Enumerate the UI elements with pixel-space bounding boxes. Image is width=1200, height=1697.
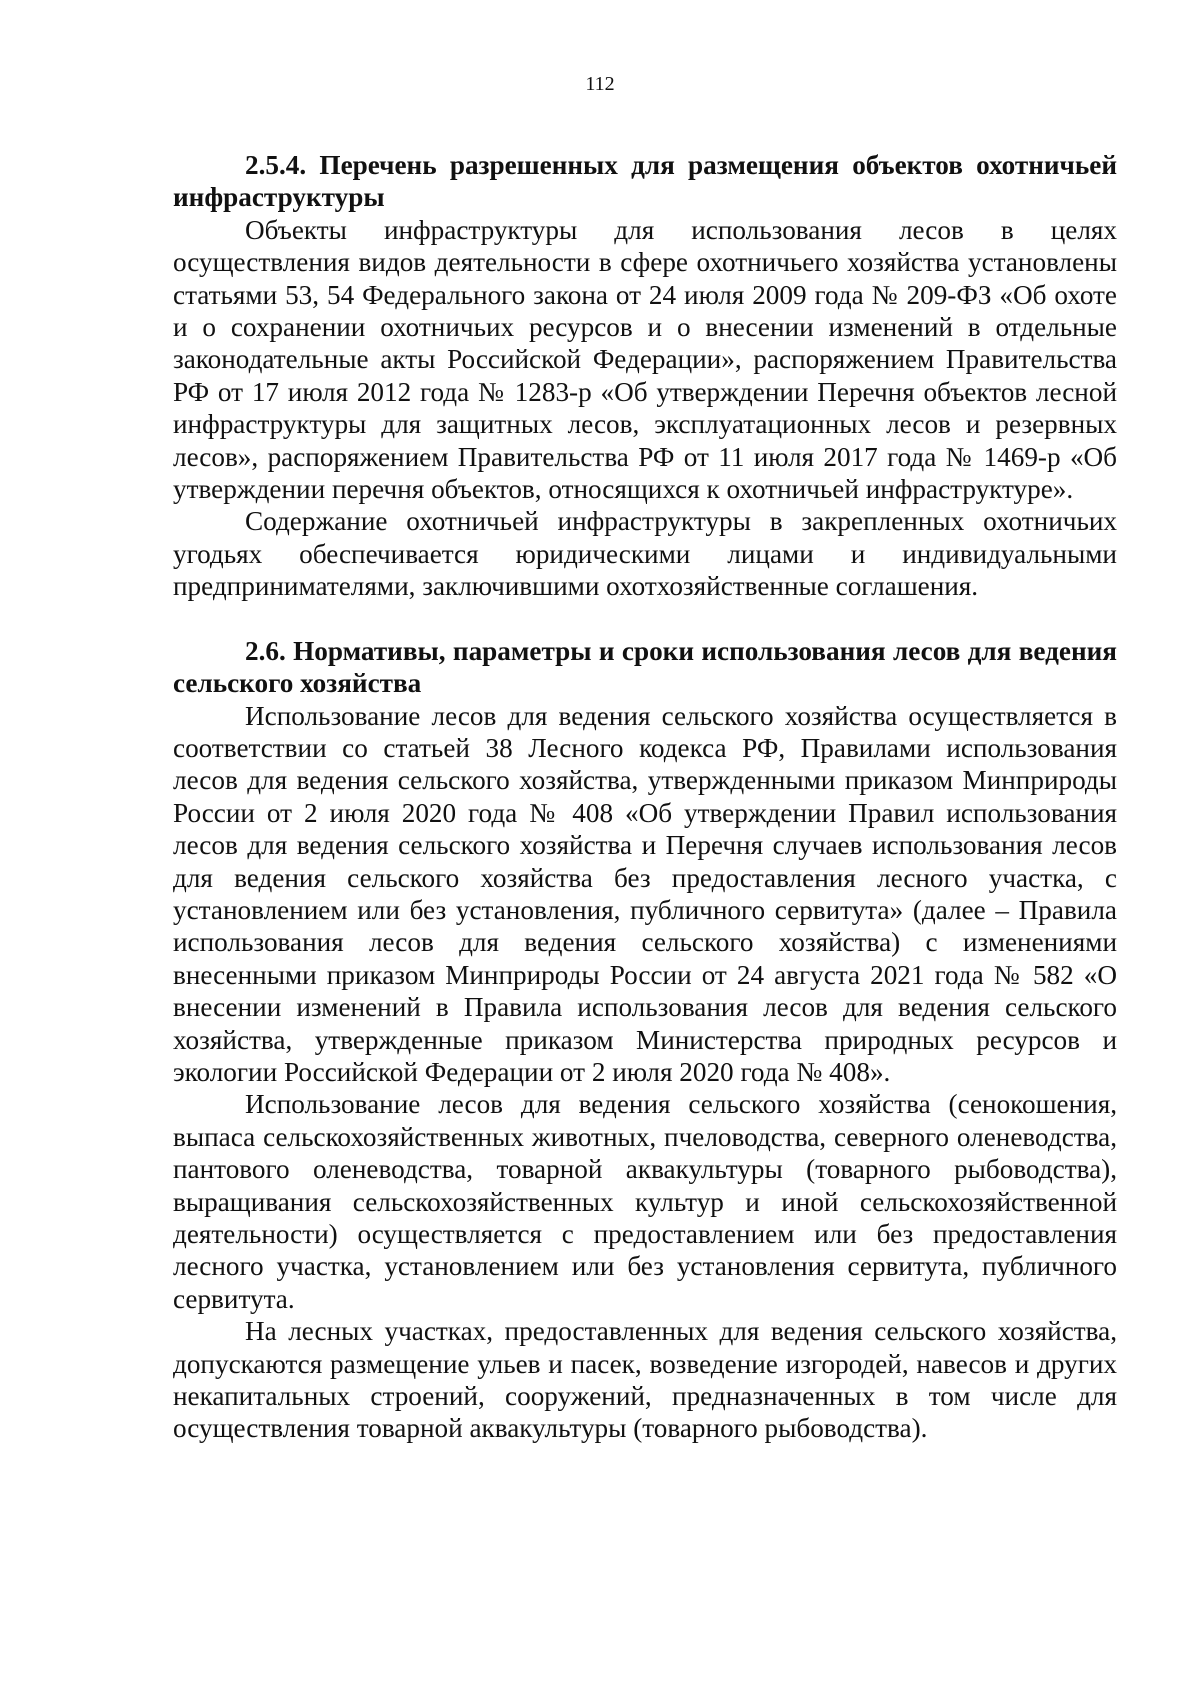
page-content	[173, 149, 1117, 1445]
paragraph: Содержание охотничьей инфраструктуры в закрепленных охотничьих угодьях обеспечивается юридическими лицами и индивидуальными предпринимателями, заключившими охотхозяйственные соглашения.	[173, 506, 1117, 602]
paragraph: На лесных участках, предоставленных для ведения сельского хозяйства, допускаются размещение ульев и пасек, возведение изгородей, навесов и других некапитальных строений, сооружений, предназначенных в том числе для осуществления товарной аквакультуры (товарного рыбоводства).	[173, 1316, 1117, 1444]
page-number: 112	[585, 73, 615, 95]
paragraph: Использование лесов для ведения сельского хозяйства осуществляется в соответствии со статьей 38 Лесного кодекса РФ, Правилами использования лесов для ведения сельского хозяйства, утвержденными приказом Минприроды России от 2 июля 2020 года № 408 «Об утверждении Правил использования лесов для ведения сельского хозяйства и Перечня случаев использования лесов для ведения сельского хозяйства без предоставления лесного участка, с установлением или без установления, публичного сервитута» (далее – Правила использования лесов для ведения сельского хозяйства) с изменениями внесенными приказом Минприроды России от 24 августа 2021 года № 582 «О внесении изменений в Правила использования лесов для ведения сельского хозяйства, утвержденные приказом Министерства природных ресурсов и экологии Российской Федерации от 2 июля 2020 года № 408».	[173, 700, 1117, 1087]
paragraph: Объекты инфраструктуры для использования лесов в целях осуществления видов деятельности в сфере охотничьего хозяйства установлены статьями 53, 54 Федерального закона от 24 июля 2009 года № 209-ФЗ «Об охоте и о сохранении охотничьих ресурсов и о внесении изменений в отдельные законодательные акты Российской Федерации», распоряжением Правительства РФ от 17 июля 2012 года № 1283-р «Об утверждении Перечня объектов лесной инфраструктуры для защитных лесов, эксплуатационных лесов и резервных лесов», распоряжением Правительства РФ от 11 июля 2017 года № 1469-р «Об утверждении перечня объектов, относящихся к охотничьей инфраструктуре».	[173, 214, 1117, 505]
section-spacer	[173, 603, 1117, 635]
section-heading: 2.6. Нормативы, параметры и сроки использования лесов для ведения сельского хозяйства	[173, 635, 1117, 699]
section-heading: 2.5.4. Перечень разрешенных для размещения объектов охотничьей инфраструктуры	[173, 150, 1117, 213]
paragraph: Использование лесов для ведения сельского хозяйства (сенокошения, выпаса сельскохозяйственных животных, пчеловодства, северного оленеводства, пантового оленеводства, товарной аквакультуры (товарного рыбоводства), выращивания сельскохозяйственных культур и иной сельскохозяйственной деятельности) осуществляется с предоставлением или без предоставления лесного участка, установлением или без установления сервитута, публичного сервитута.	[173, 1089, 1117, 1314]
